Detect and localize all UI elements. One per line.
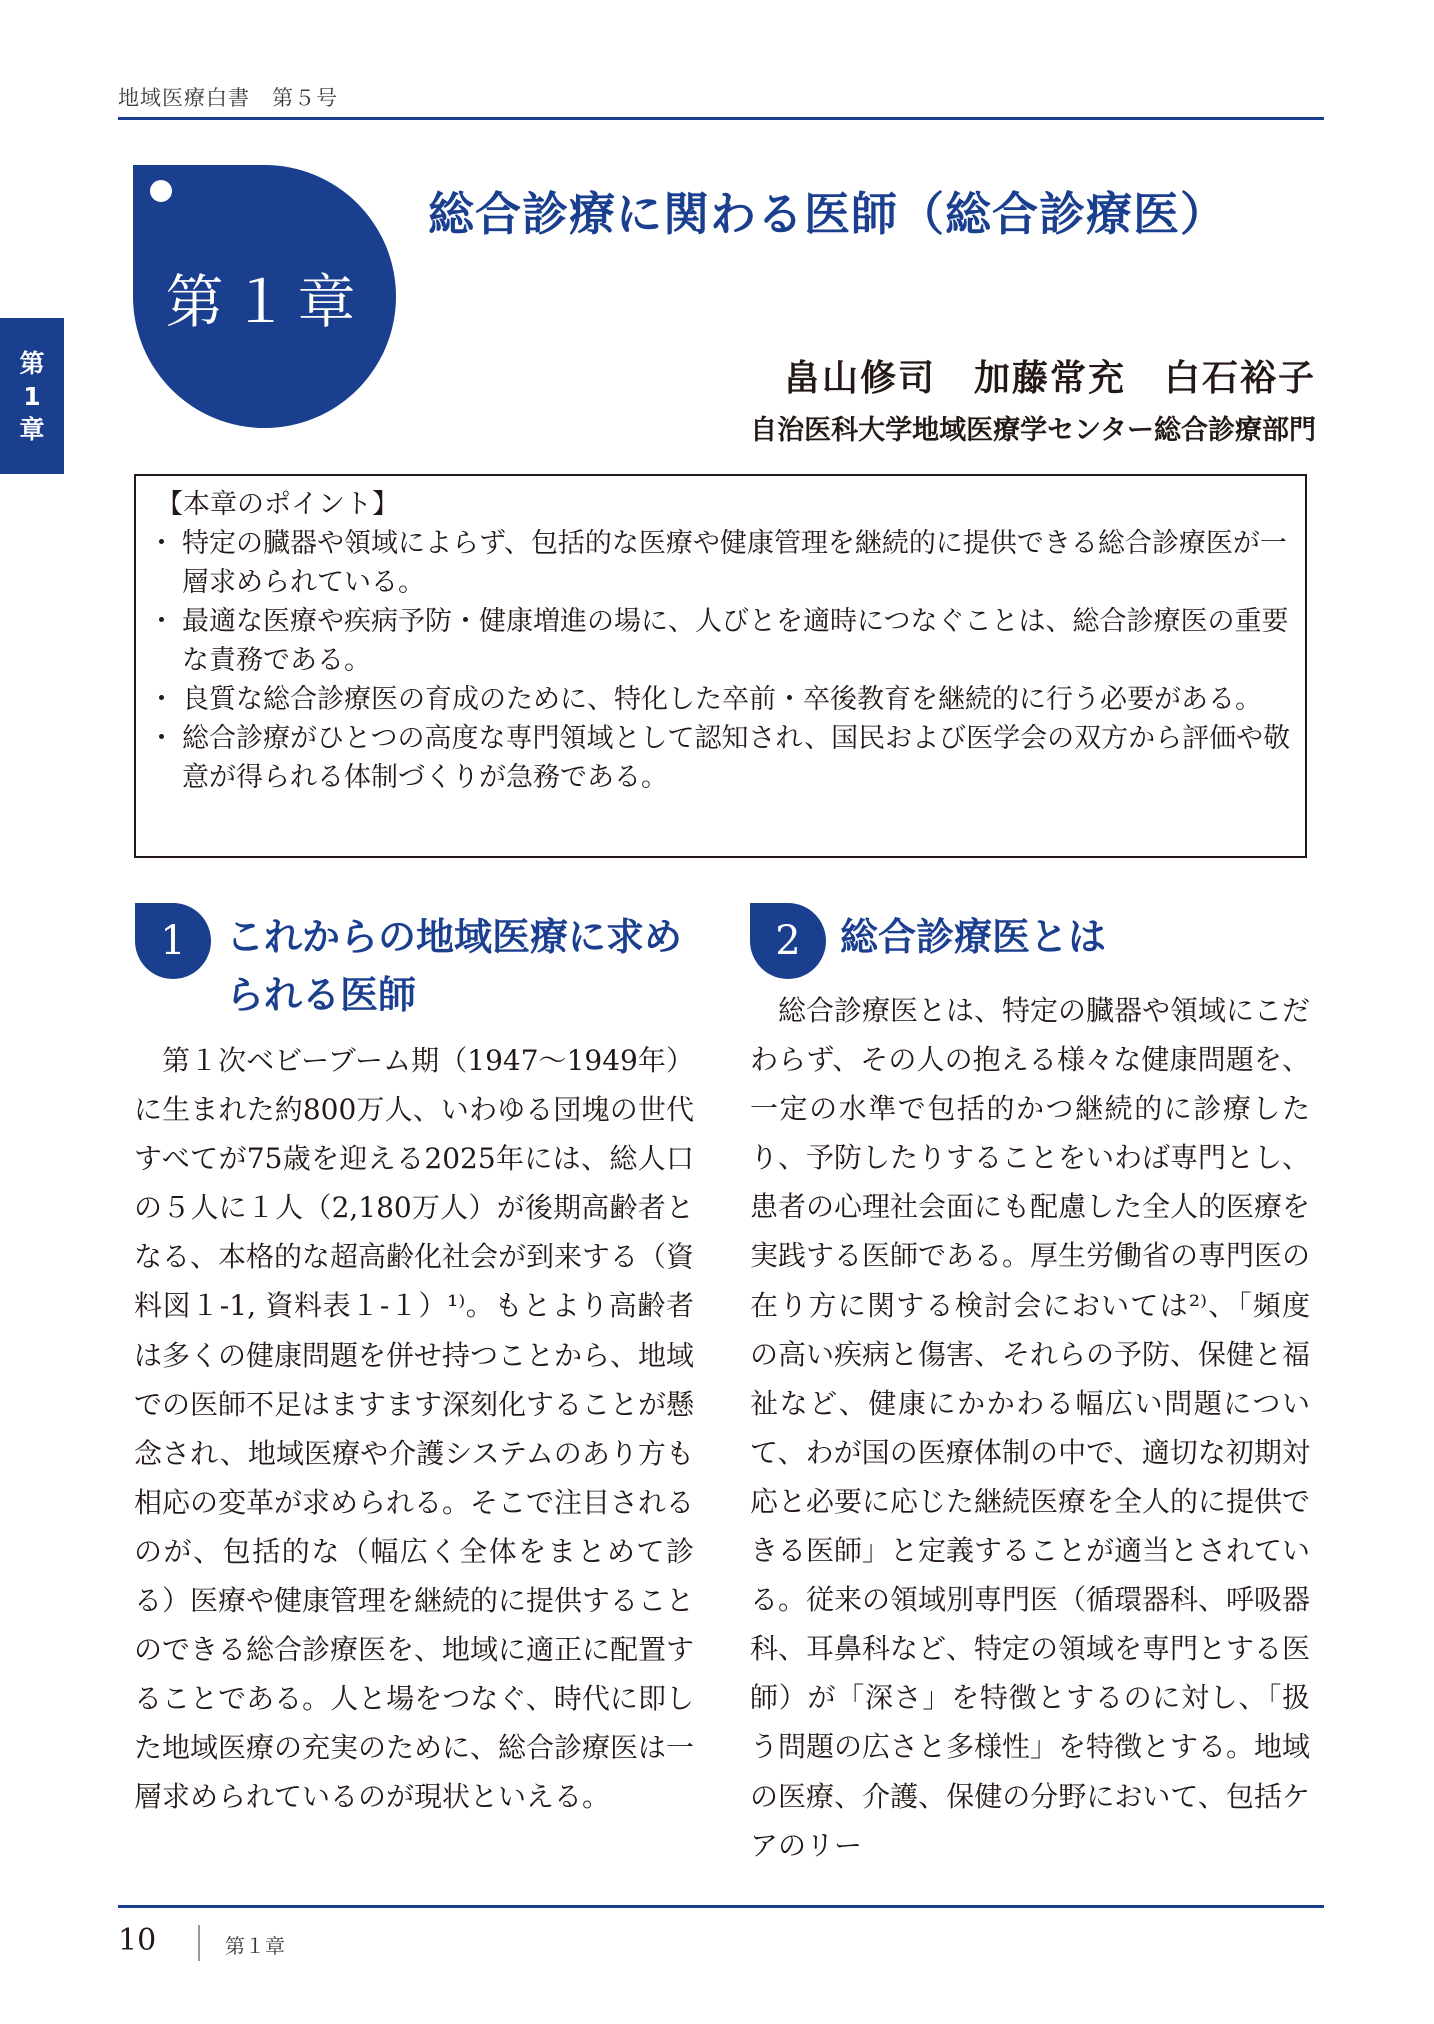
authors: 畠山修司 加藤常充 白石裕子	[783, 358, 1316, 399]
chapter-side-tab	[0, 318, 64, 474]
point-item: ・ 最適な医療や疾病予防・健康増進の場に、人びとを適時につなぐことは、総合診療医の重要な責務である。	[156, 602, 1291, 680]
point-item: ・ 良質な総合診療医の育成のために、特化した卒前・卒後教育を継続的に行う必要がある。	[156, 680, 1291, 719]
chapter-title: 総合診療に関わる医師（総合診療医）	[428, 187, 1227, 241]
chapter-label: 第１章	[165, 268, 364, 336]
footer-chapter: 第１章	[225, 1934, 285, 1958]
section-number-badge: 1	[135, 903, 211, 979]
section-paragraph: 総合診療医とは、特定の臓器や領域にこだわらず、その人の抱える様々な健康問題を、一定の水準で包括的かつ継続的に診療したり、予防したりすることをいわば専門とし、患者の心理社会面にも配慮した全人的医療を実践する医師である。厚生労働省の専門医の在り方に関する検討会においては²⁾、「頻度の高い疾病と傷害、それらの予防、保健と福祉など、健康にかかわる幅広い問題について、わが国の医療体制の中で、適切な初期対応と必要に応じた継続医療を全人的に提供できる医師」と定義することが適当とされている。従来の領域別専門医（循環器科、呼吸器科、耳鼻科など、特定の領域を専門とする医師）が「深さ」を特徴とするのに対し、「扱う問題の広さと多様性」を特徴とする。地域の医療、介護、保健の分野において、包括ケアのリー	[750, 994, 1311, 1862]
section-number-badge: 2	[750, 903, 826, 979]
point-item: ・ 総合診療がひとつの高度な専門領域として認知され、国民および医学会の双方から評価や敬意が得られる体制づくりが急務である。	[156, 719, 1291, 797]
page-number: 10	[118, 1923, 157, 1958]
section-body	[750, 986, 1310, 1870]
section-paragraph: 第１次ベビーブーム期（1947～1949年）に生まれた約800万人、いわゆる団塊の世代すべてが75歳を迎える2025年には、総人口の５人に１人（2,180万人）が後期高齢者となる、本格的な超高齢化社会が到来する（資料図１-1, 資料表１-１）¹⁾。もとより高齢者は多くの健康問題を併せ持つことから、地域での医師不足はますます深刻化することが懸念され、地域医療や介護システムのあり方も相応の変革が求められる。そこで注目されるのが、包括的な（幅広く全体をまとめて診る）医療や健康管理を継続的に提供することのできる総合診療医を、地域に適正に配置することである。人と場をつなぐ、時代に即した地域医療の充実のために、総合診療医は一層求められているのが現状といえる。	[134, 1044, 695, 1814]
point-item: ・ 特定の臓器や領域によらず、包括的な医療や健康管理を継続的に提供できる総合診療医が一層求められている。	[156, 524, 1291, 602]
chapter-points-box	[134, 474, 1307, 858]
badge-dot-icon	[150, 180, 172, 202]
side-tab-char: 第	[19, 348, 45, 378]
header-rule	[118, 117, 1324, 120]
section-body	[134, 1036, 694, 1822]
section-title: これからの地域医療に求められる医師	[226, 915, 683, 1017]
points-heading: 【本章のポイント】	[156, 489, 399, 520]
side-tab-char: 章	[19, 414, 45, 444]
section-title: 総合診療医とは	[840, 915, 1107, 959]
affiliation: 自治医科大学地域医療学センター総合診療部門	[750, 415, 1316, 446]
running-head: 地域医療白書 第５号	[118, 86, 338, 110]
side-tab-char: 1	[23, 381, 41, 411]
footer-separator	[198, 1925, 200, 1961]
footer-rule	[118, 1905, 1324, 1908]
